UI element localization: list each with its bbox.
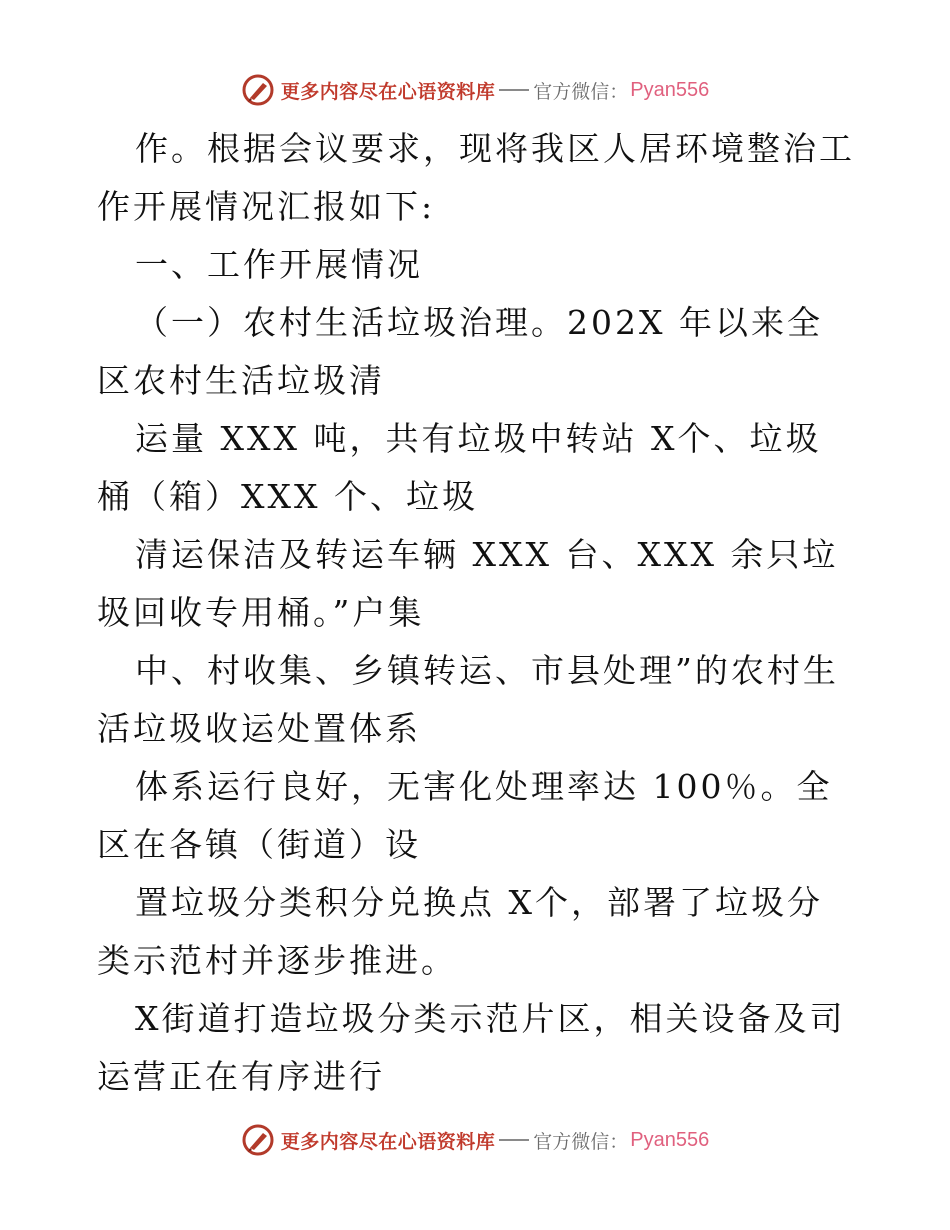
document-body [97,120,857,1106]
banner-main-text: 更多内容尽在心语资料库 [280,80,496,103]
footer-banner [0,1120,950,1160]
banner-wechat-id: Pyan556 [630,1128,710,1151]
pen-logo-icon [241,73,275,107]
banner-official-text: 官方微信： [533,1130,629,1153]
paragraph: X街道打造垃圾分类示范片区，相关设备及司运营正在有序进行 [97,999,846,1096]
paragraph: 置垃圾分类积分兑换点 X个，部署了垃圾分类示范村并逐步推进。 [97,883,823,980]
paragraph: 作。根据会议要求，现将我区人居环境整治工作开展情况汇报如下: [97,129,855,226]
banner-wechat-id: Pyan556 [630,78,710,101]
banner-separator [499,1139,529,1141]
banner-main-text: 更多内容尽在心语资料库 [280,1130,496,1153]
paragraph: 清运保洁及转运车辆 XXX 台、XXX 余只垃圾回收专用桶。”户集 [97,535,839,632]
header-banner [0,70,950,110]
pen-logo-icon [241,1123,275,1157]
paragraph: 体系运行良好，无害化处理率达 100％。全区在各镇（街道）设 [97,767,833,864]
banner-official-text: 官方微信： [533,80,629,103]
paragraph: 中、村收集、乡镇转运、市县处理”的农村生活垃圾收运处置体系 [97,651,839,748]
section-heading: 一、工作开展情况 [135,245,423,284]
banner-separator [499,89,529,91]
paragraph: （一）农村生活垃圾治理。202X 年以来全区农村生活垃圾清 [97,303,823,400]
paragraph: 运量 XXX 吨，共有垃圾中转站 X个、垃圾桶（箱）XXX 个、垃圾 [97,419,822,516]
